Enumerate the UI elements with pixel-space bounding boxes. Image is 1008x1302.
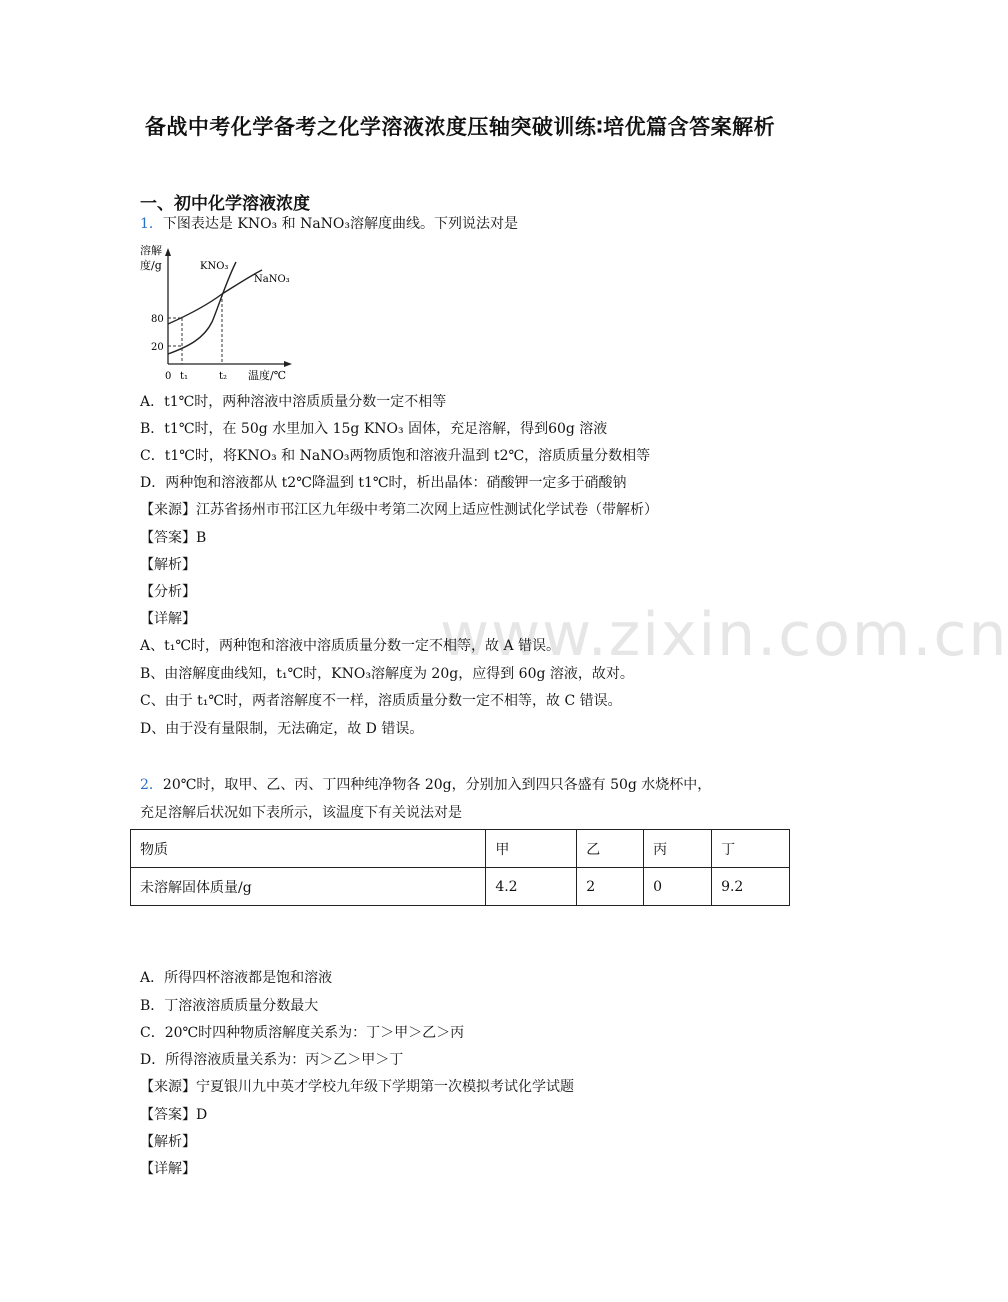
tick-t1: t₁ xyxy=(180,371,189,382)
kno3-label: KNO₃ xyxy=(200,261,229,272)
page-title: 备战中考化学备考之化学溶液浓度压轴突破训练∶培优篇含答案解析 xyxy=(144,115,776,139)
question-2-number: 2． xyxy=(140,777,163,793)
q1-detail-d: D、由于没有量限制，无法确定，故 D 错误。 xyxy=(140,721,424,737)
table-cell: 4.2 xyxy=(486,868,577,906)
q1-answer: 【答案】B xyxy=(140,530,207,546)
table-header-row xyxy=(131,830,790,868)
q1-option-d: D．两种饱和溶液都从 t2℃降温到 t1℃时，析出晶体：硝酸钾一定多于硝酸钠 xyxy=(140,475,627,491)
table-cell: 丁 xyxy=(712,830,790,868)
origin-label: 0 xyxy=(165,371,172,382)
section-heading: 一、初中化学溶液浓度 xyxy=(140,194,310,214)
q1-jiexi: 【解析】 xyxy=(140,557,196,573)
table-cell: 丙 xyxy=(644,830,712,868)
question-2-stem-line2: 充足溶解后状况如下表所示，该温度下有关说法对是 xyxy=(140,805,462,821)
q1-option-b: B．t1℃时，在 50g 水里加入 15g KNO₃ 固体，充足溶解，得到60g 溶液 xyxy=(140,421,608,437)
table-cell: 未溶解固体质量/g xyxy=(131,868,486,906)
q1-xiangjie: 【详解】 xyxy=(140,611,196,627)
q2-source: 【来源】宁夏银川九中英才学校九年级下学期第一次模拟考试化学试题 xyxy=(140,1079,574,1095)
x-axis-label: 温度/℃ xyxy=(248,369,287,382)
solubility-curve-graph xyxy=(138,242,298,386)
watermark: www.zixin.com.cn xyxy=(440,600,1008,670)
table-cell: 乙 xyxy=(577,830,644,868)
kno3-curve xyxy=(168,262,236,354)
table-cell: 9.2 xyxy=(712,868,790,906)
tick-80: 80 xyxy=(151,314,164,325)
nano3-label: NaNO₃ xyxy=(254,274,290,285)
tick-t2: t₂ xyxy=(219,371,228,382)
question-1-stem: 1．下图表达是 KNO₃ 和 NaNO₃溶解度曲线。下列说法对是 xyxy=(140,216,519,232)
y-axis-label-2: 度/g xyxy=(140,259,162,272)
q2-option-b: B．丁溶液溶质质量分数最大 xyxy=(140,998,319,1014)
q1-detail-b: B、由溶解度曲线知，t₁℃时，KNO₃溶解度为 20g，应得到 60g 溶液，故对。 xyxy=(140,666,634,682)
table-cell: 2 xyxy=(577,868,644,906)
q2-xiangjie: 【详解】 xyxy=(140,1161,196,1177)
data-table xyxy=(130,829,790,906)
q1-fenxi: 【分析】 xyxy=(140,584,196,600)
y-axis-arrow xyxy=(165,248,171,256)
q1-detail-a: A、t₁℃时，两种饱和溶液中溶质质量分数一定不相等，故 A 错误。 xyxy=(140,638,561,654)
y-axis-label-1: 溶解 xyxy=(140,244,162,257)
table-cell: 甲 xyxy=(486,830,577,868)
q2-answer: 【答案】D xyxy=(140,1107,208,1123)
q1-option-c: C．t1℃时，将KNO₃ 和 NaNO₃两物质饱和溶液升温到 t2℃，溶质质量分数相等 xyxy=(140,448,651,464)
tick-20: 20 xyxy=(151,342,164,353)
question-1-number: 1． xyxy=(140,216,163,232)
q2-option-d: D．所得溶液质量关系为：丙＞乙＞甲＞丁 xyxy=(140,1052,404,1068)
q1-detail-c: C、由于 t₁℃时，两者溶解度不一样，溶质质量分数一定不相等，故 C 错误。 xyxy=(140,693,622,709)
q2-option-a: A．所得四杯溶液都是饱和溶液 xyxy=(140,970,333,986)
q1-option-a: A．t1℃时，两种溶液中溶质质量分数一定不相等 xyxy=(140,394,447,410)
q1-source: 【来源】江苏省扬州市邗江区九年级中考第二次网上适应性测试化学试卷（带解析） xyxy=(140,502,658,518)
table-cell: 物质 xyxy=(131,830,486,868)
table-cell: 0 xyxy=(644,868,712,906)
question-2-stem-line1: 2．20℃时，取甲、乙、丙、丁四种纯净物各 20g，分别加入到四只各盛有 50g 水烧杯中， xyxy=(140,777,712,793)
table-row xyxy=(131,868,790,906)
x-axis-arrow xyxy=(284,361,292,367)
q2-option-c: C．20℃时四种物质溶解度关系为：丁＞甲＞乙＞丙 xyxy=(140,1025,465,1041)
q2-jiexi: 【解析】 xyxy=(140,1134,196,1150)
